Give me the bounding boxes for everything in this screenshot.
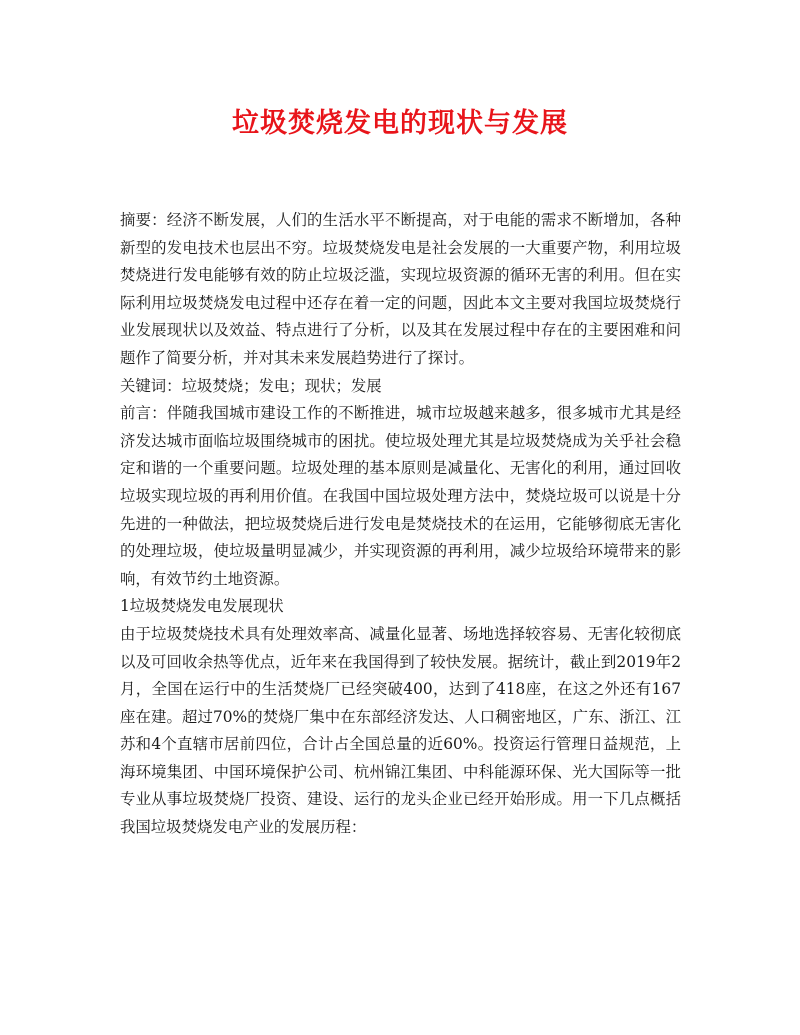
document-title: 垃圾焚烧发电的现状与发展	[232, 108, 568, 139]
keywords-paragraph: 关键词：垃圾焚烧；发电；现状；发展	[120, 376, 382, 395]
section-heading: 1垃圾焚烧发电发展现状	[120, 597, 284, 616]
preface-paragraph: 前言：伴随我国城市建设工作的不断推进，城市垃圾越来越多，很多城市尤其是经济发达城市面临垃圾围绕城市的困扰。使垃圾处理尤其是垃圾焚烧成为关乎社会稳定和谐的一个重要问题。垃圾处理的基本原则是减量化、无害化的利用，通过回收垃圾实现垃圾的再利用价值。在我国中国垃圾处理方法中，焚烧垃圾可以说是十分先进的一种做法，把垃圾焚烧后进行发电是焚烧技术的在运用，它能够彻底无害化的处理垃圾，使垃圾量明显减少，并实现资源的再利用，减少垃圾给环境带来的影响，有效节约土地资源。	[120, 404, 681, 588]
section-paragraph: 由于垃圾焚烧技术具有处理效率高、减量化显著、场地选择较容易、无害化较彻底以及可回收余热等优点，近年来在我国得到了较快发展。据统计，截止到2019年2月，全国在运行中的生活焚烧厂已经突破400，达到了418座，在这之外还有167座在建。超过70%的焚烧厂集中在东部经济发达、人口稠密地区，广东、浙江、江苏和4个直辖市居前四位，合计占全国总量的近60%。投资运行管理日益规范，上海环境集团、中国环境保护公司、杭州锦江集团、中科能源环保、光大国际等一批专业从事垃圾焚烧厂投资、建设、运行的龙头企业已经开始形成。用一下几点概括我国垃圾焚烧发电产业的发展历程：	[120, 624, 681, 837]
document-body	[120, 207, 681, 842]
abstract-paragraph: 摘要：经济不断发展，人们的生活水平不断提高，对于电能的需求不断增加，各种新型的发电技术也层出不穷。垃圾焚烧发电是社会发展的一大重要产物，利用垃圾焚烧进行发电能够有效的防止垃圾泛滥，实现垃圾资源的循环无害的利用。但在实际利用垃圾焚烧发电过程中还存在着一定的问题，因此本文主要对我国垃圾焚烧行业发展现状以及效益、特点进行了分析，以及其在发展过程中存在的主要困难和问题作了简要分析，并对其未来发展趋势进行了探讨。	[120, 211, 681, 367]
